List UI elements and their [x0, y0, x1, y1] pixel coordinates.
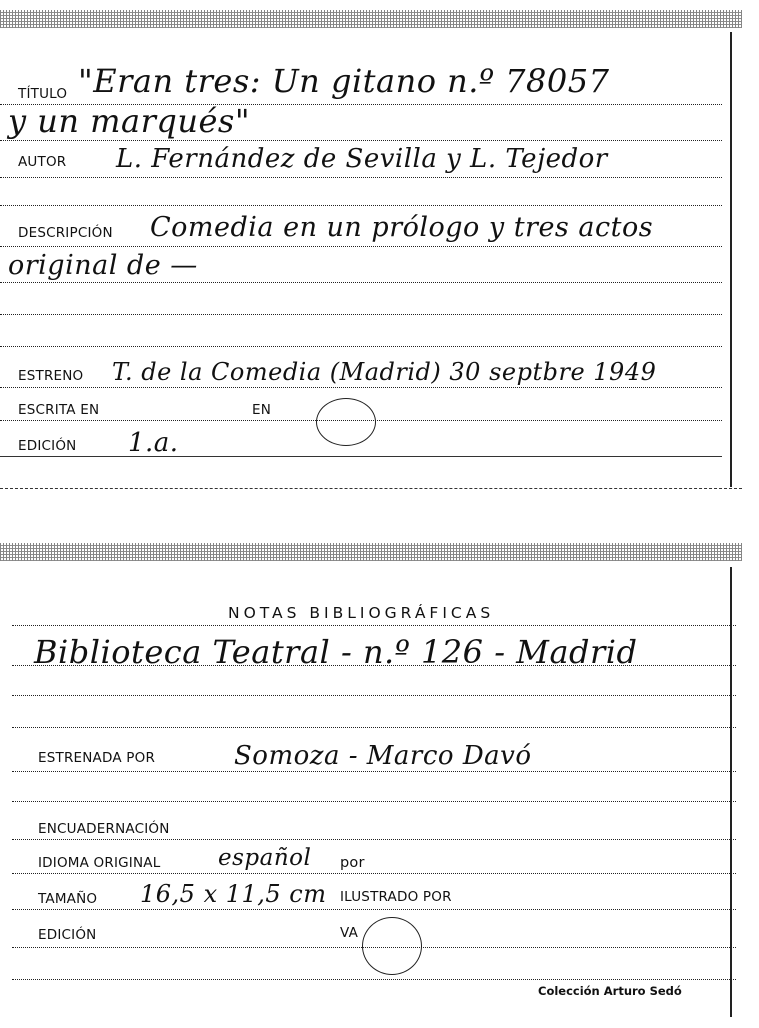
rule [0, 205, 722, 206]
catalog-card-main [0, 0, 742, 490]
card-top-edge [0, 543, 742, 561]
rule [0, 314, 722, 315]
punch-hole-stamp [316, 398, 376, 446]
rule [12, 947, 736, 948]
autor-label: AUTOR [18, 154, 67, 170]
rule [12, 909, 736, 910]
rule [12, 771, 736, 772]
card-top-edge [0, 10, 742, 28]
rule [12, 625, 736, 626]
va-label: VA [340, 925, 359, 941]
rule [12, 695, 736, 696]
estrenada-por-value: Somoza - Marco Davó [234, 741, 532, 771]
rule [12, 665, 736, 666]
titulo-label: TÍTULO [18, 86, 68, 102]
por-label: por [340, 855, 365, 871]
section-heading: NOTAS BIBLIOGRÁFICAS [228, 604, 495, 622]
idioma-original-value: español [218, 845, 312, 871]
catalog-card-notes [0, 535, 742, 1020]
estreno-label: ESTRENO [18, 368, 84, 384]
rule [0, 140, 722, 141]
descripcion-label: DESCRIPCIÓN [18, 225, 113, 241]
rule [0, 177, 722, 178]
punch-hole-stamp [362, 917, 422, 975]
notes-value: Biblioteca Teatral - n.º 126 - Madrid [34, 633, 638, 671]
estrenada-por-label: ESTRENADA POR [38, 750, 156, 766]
collection-credit: Colección Arturo Sedó [538, 984, 682, 998]
escrita-en-label: ESCRITA EN [18, 402, 100, 418]
rule [0, 346, 722, 347]
rule [0, 282, 722, 283]
ilustrado-por-label: ILUSTRADO POR [340, 889, 452, 905]
descripcion-value: Comedia en un prólogo y tres actos [150, 212, 654, 243]
titulo-value-continued: y un marqués" [8, 102, 251, 140]
idioma-original-label: IDIOMA ORIGINAL [38, 855, 161, 871]
edicion-label: EDICIÓN [38, 927, 97, 943]
edicion-label: EDICIÓN [18, 438, 77, 454]
card-right-edge [730, 32, 732, 487]
estreno-value: T. de la Comedia (Madrid) 30 septbre 1949 [112, 358, 657, 386]
descripcion-value-continued: original de — [8, 250, 198, 281]
rule [12, 801, 736, 802]
en-label: EN [252, 402, 272, 418]
rule [0, 387, 722, 388]
rule [0, 246, 722, 247]
rule [12, 873, 736, 874]
tamano-label: TAMAÑO [38, 891, 98, 907]
edicion-value: 1.a. [128, 428, 179, 458]
encuadernacion-label: ENCUADERNACIÓN [38, 821, 170, 837]
card-right-edge [730, 567, 732, 1017]
rule [12, 839, 736, 840]
rule [0, 456, 722, 457]
autor-value: L. Fernández de Sevilla y L. Tejedor [116, 144, 608, 174]
titulo-value: "Eran tres: Un gitano n.º 78057 [78, 62, 610, 100]
tamano-value: 16,5 x 11,5 cm [140, 880, 327, 908]
rule [12, 727, 736, 728]
rule [12, 979, 736, 980]
rule [0, 420, 722, 421]
card-bottom-edge [0, 488, 742, 490]
